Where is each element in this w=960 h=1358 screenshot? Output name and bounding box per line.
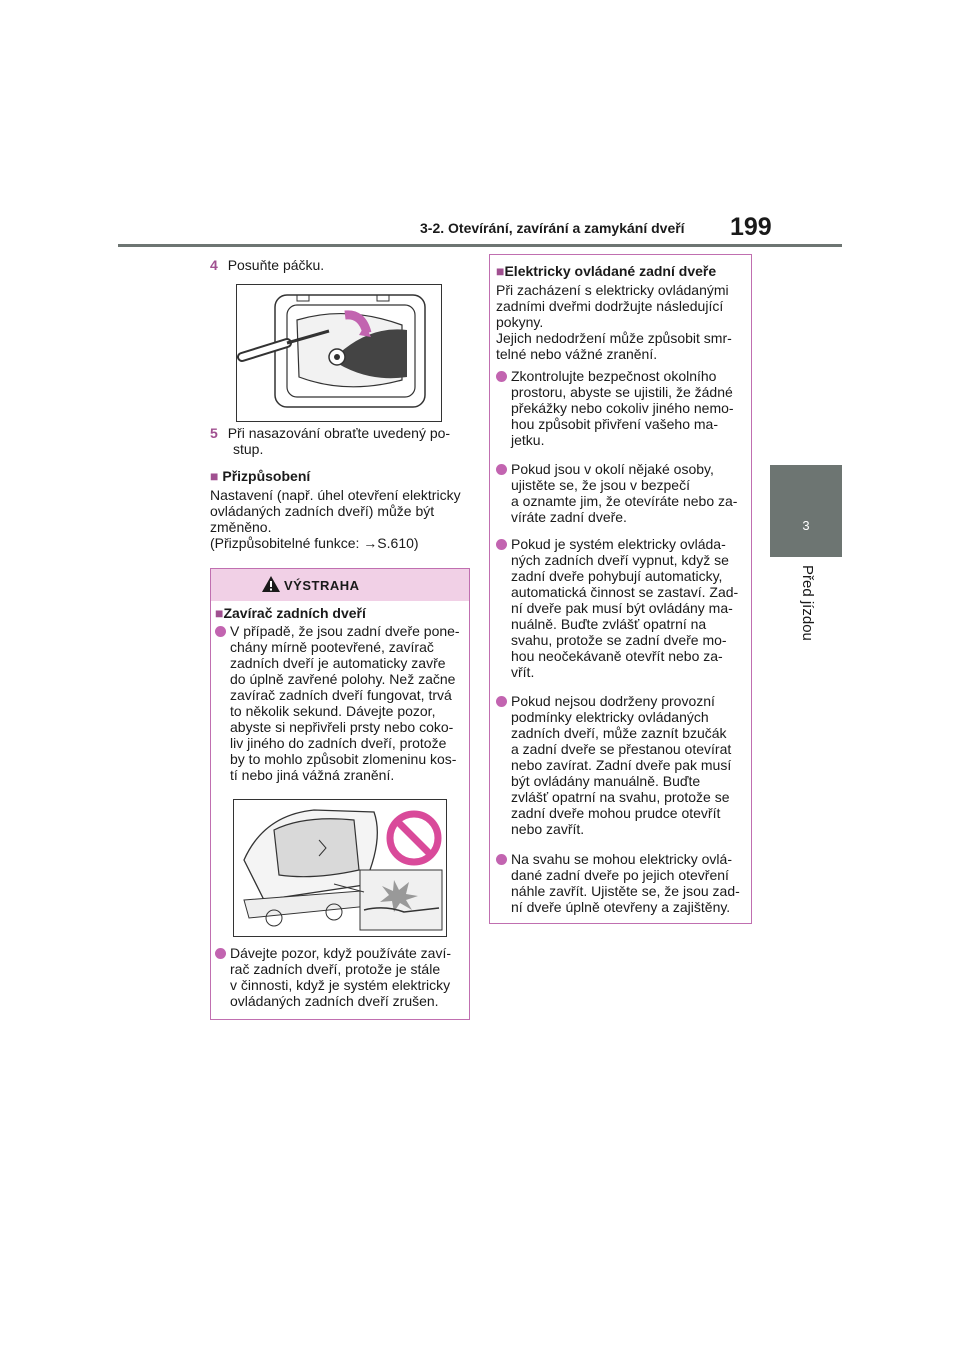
bullet-line: dané zadní dveře po jejich otevření bbox=[511, 867, 729, 883]
bullet-line: vřít. bbox=[511, 664, 535, 680]
tailgate-drawing bbox=[234, 800, 446, 936]
step-number: 4 bbox=[210, 257, 218, 273]
bullet-line: rač zadních dveří, protože je stále bbox=[230, 961, 441, 977]
section-marker: ■ bbox=[210, 468, 219, 484]
chapter-label: Před jízdou bbox=[799, 565, 816, 641]
box-heading-text: Elektricky ovládané zadní dveře bbox=[504, 263, 717, 279]
bullet-dot bbox=[496, 696, 507, 707]
bullet-line: Zkontrolujte bezpečnost okolního bbox=[511, 368, 717, 384]
bullet-dot bbox=[215, 948, 226, 959]
bullet-line: by to mohlo způsobit zlomeninu kos- bbox=[230, 751, 457, 767]
bullet-line: Pokud nejsou dodrženy provozní bbox=[511, 693, 715, 709]
tailgate-illustration bbox=[233, 799, 447, 937]
bullet-line: Na svahu se mohou elektricky ovlá- bbox=[511, 851, 732, 867]
step-text-line: Při nasazování obraťte uvedený po- bbox=[227, 425, 451, 441]
intro-line: telné nebo vážné zranění. bbox=[496, 346, 658, 362]
bullet-line: být ovládány manuálně. Buďte bbox=[511, 773, 701, 789]
bullet-line: zavírač zadních dveří fungovat, trvá bbox=[230, 687, 452, 703]
box-bullet-4 bbox=[496, 693, 750, 837]
warning-bullet-1 bbox=[215, 623, 467, 783]
bullet-line: automatická činnost se zastaví. Zad- bbox=[511, 584, 739, 600]
bullet-line: tí nebo jiná vážná zranění. bbox=[230, 767, 395, 783]
warning-icon bbox=[261, 575, 281, 593]
page-number: 199 bbox=[730, 213, 772, 241]
section-title: 3-2. Otevírání, zavírání a zamykání dveří bbox=[420, 220, 685, 236]
bullet-line: víráte zadní dveře. bbox=[511, 509, 627, 525]
bullet-line: nebo zavřít. bbox=[511, 821, 585, 837]
bullet-line: do úplně zavřené polohy. Než začne bbox=[230, 671, 456, 687]
bullet-line: zadní dveře mohou prudce otevřít bbox=[511, 805, 721, 821]
box-heading: ■Elektricky ovládané zadní dveře bbox=[496, 263, 717, 279]
warning-label: VÝSTRAHA bbox=[284, 578, 360, 593]
warning-subtitle: ■Zavírač zadních dveří bbox=[215, 605, 366, 621]
intro-line: pokyny. bbox=[496, 314, 544, 330]
bullet-line: zvlášť opatrní na svahu, protože se bbox=[511, 789, 730, 805]
bullet-line: překážky nebo cokoliv jiného nemo- bbox=[511, 400, 734, 416]
bullet-dot bbox=[215, 626, 226, 637]
step-5 bbox=[210, 425, 465, 457]
step-number: 5 bbox=[210, 425, 218, 441]
bullet-line: nebo zavírat. Zadní dveře pak musí bbox=[511, 757, 732, 773]
bullet-line: jetku. bbox=[511, 432, 545, 448]
intro-line: Při zacházení s elektricky ovládanými bbox=[496, 282, 729, 298]
power-tailgate-box bbox=[489, 254, 752, 924]
bullet-dot bbox=[496, 854, 507, 865]
bullet-line: zadních dveří, může zaznít bzučák bbox=[511, 725, 727, 741]
bullet-line: abyste si nepřivřeli prsty nebo coko- bbox=[230, 719, 454, 735]
bullet-line: nuálně. Buďte zvlášť opatrní na bbox=[511, 616, 707, 632]
customization-section bbox=[210, 468, 470, 551]
lever-illustration bbox=[236, 284, 442, 422]
header-rule bbox=[118, 244, 842, 247]
bullet-line: ní dveře pak musí být ovládány ma- bbox=[511, 600, 733, 616]
bullet-line: Pokud je systém elektricky ovláda- bbox=[511, 536, 726, 552]
warning-subtitle-text: Zavírač zadních dveří bbox=[223, 605, 366, 621]
box-bullet-1 bbox=[496, 368, 750, 448]
bullet-line: zadní dveře pohybují automaticky, bbox=[511, 568, 723, 584]
box-bullet-5 bbox=[496, 851, 750, 915]
chapter-number: 3 bbox=[802, 518, 810, 533]
step-4 bbox=[210, 257, 324, 273]
step-text-line: stup. bbox=[233, 441, 264, 457]
section-heading: Přizpůsobení bbox=[222, 468, 311, 484]
warning-box bbox=[210, 568, 470, 1020]
bullet-line: náhle zavřít. Ujistěte se, že jsou zad- bbox=[511, 883, 740, 899]
bullet-dot bbox=[496, 464, 507, 475]
bullet-line: a zadní dveře se přestanou otevírat bbox=[511, 741, 732, 757]
bullet-line: ní dveře úplně otevřeny a zajištěny. bbox=[511, 899, 731, 915]
bullet-line: hou způsobit přivření vašeho ma- bbox=[511, 416, 718, 432]
bullet-line: zadních dveří je automaticky zavře bbox=[230, 655, 446, 671]
box-bullet-2 bbox=[496, 461, 750, 525]
bullet-line: v činnosti, když je systém elektricky bbox=[230, 977, 451, 993]
lever-drawing bbox=[237, 285, 441, 421]
bullet-line: ujistěte se, že jsou v bezpečí bbox=[511, 477, 690, 493]
bullet-line: Dávejte pozor, když používáte zaví- bbox=[230, 945, 451, 961]
bullet-line: prostoru, abyste se ujistili, že žádné bbox=[511, 384, 733, 400]
box-bullet-3 bbox=[496, 536, 750, 680]
bullet-line: to několik sekund. Dávejte pozor, bbox=[230, 703, 436, 719]
bullet-line: Pokud jsou v okolí nějaké osoby, bbox=[511, 461, 714, 477]
bullet-dot bbox=[496, 371, 507, 382]
warning-header bbox=[211, 569, 469, 601]
body-line: změněno. bbox=[210, 519, 272, 535]
bullet-line: liv jiného do zadních dveří, protože bbox=[230, 735, 447, 751]
bullet-dot bbox=[496, 539, 507, 550]
intro-line: zadními dveřmi dodržujte následující bbox=[496, 298, 724, 314]
body-line: ovládaných zadních dveří) může být bbox=[210, 503, 435, 519]
chapter-tab bbox=[770, 465, 842, 557]
warning-bullet-2 bbox=[215, 945, 467, 1009]
step-text: Posuňte páčku. bbox=[227, 257, 325, 273]
bullet-line: chány mírně pootevřené, zavírač bbox=[230, 639, 434, 655]
bullet-line: a oznamte jim, že otevíráte nebo za- bbox=[511, 493, 738, 509]
body-line: Nastavení (např. úhel otevření elektricky bbox=[210, 487, 461, 503]
box-intro bbox=[496, 282, 748, 362]
bullet-line: hou neočekávaně otevřít nebo za- bbox=[511, 648, 723, 664]
bullet-line: svahu, protože se zadní dveře mo- bbox=[511, 632, 727, 648]
bullet-line: podmínky elektricky ovládaných bbox=[511, 709, 709, 725]
bullet-line: ovládaných zadních dveří zrušen. bbox=[230, 993, 439, 1009]
bullet-line: ných zadních dveří vypnut, když se bbox=[511, 552, 729, 568]
body-line: (Přizpůsobitelné funkce: →S.610) bbox=[210, 535, 419, 551]
bullet-line: V případě, že jsou zadní dveře pone- bbox=[230, 623, 460, 639]
intro-line: Jejich nedodržení může způsobit smr- bbox=[496, 330, 732, 346]
